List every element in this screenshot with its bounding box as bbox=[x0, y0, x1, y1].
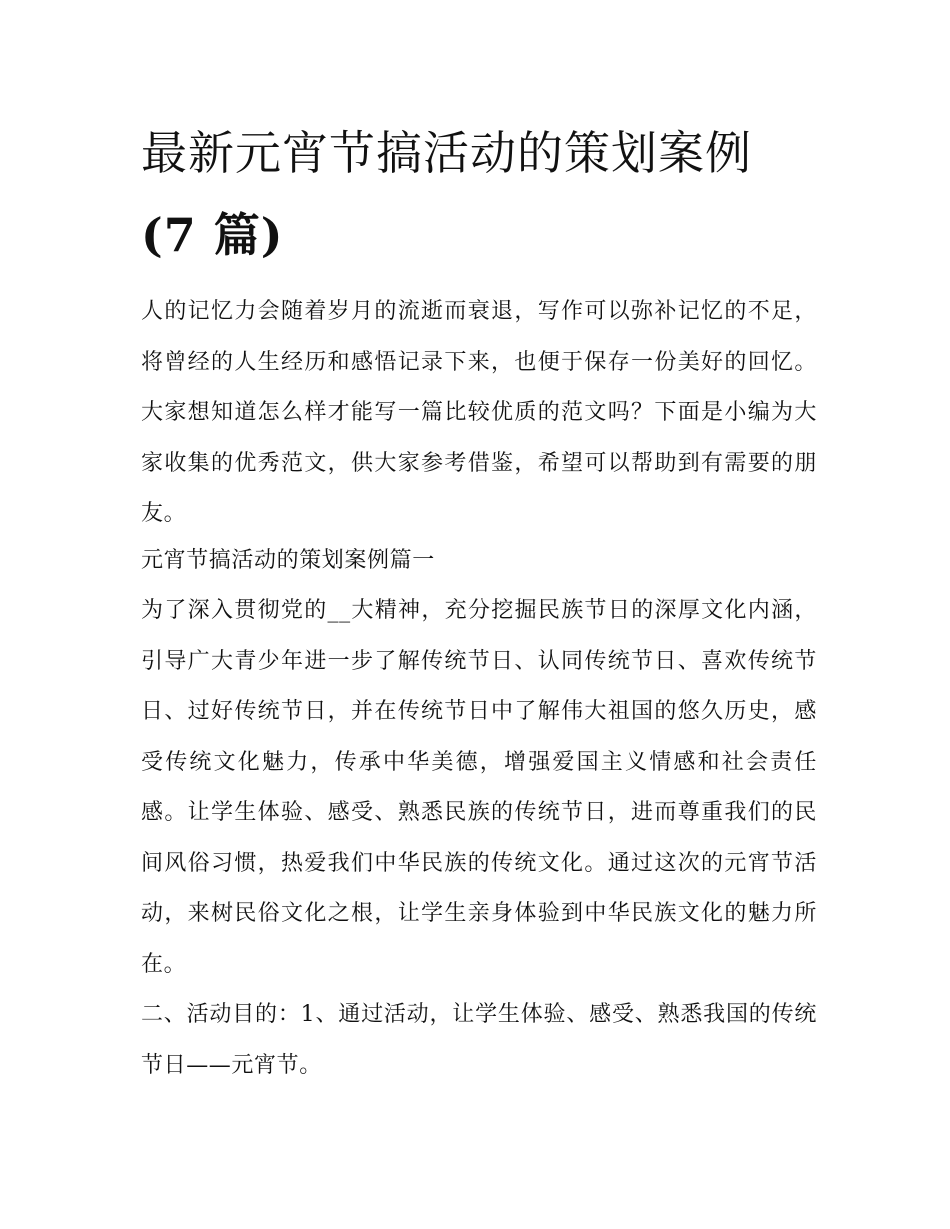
document-title bbox=[141, 112, 817, 276]
intro-paragraph: 人的记忆力会随着岁月的流逝而衰退，写作可以弥补记忆的不足，将曾经的人生经历和感悟记录下来，也便于保存一份美好的回忆。大家想知道怎么样才能写一篇比较优质的范文吗？下面是小编为大家收集的优秀范文，供大家参考借鉴，希望可以帮助到有需要的朋友。 bbox=[141, 299, 817, 526]
title-line-2: (7 篇) bbox=[141, 208, 284, 262]
body-paragraph-1: 为了深入贯彻党的__大精神，充分挖掘民族节日的深厚文化内涵，引导广大青少年进一步了解传统节日、认同传统节日、喜欢传统节日、过好传统节日，并在传统节日中了解伟大祖国的悠久历史，感受传统文化魅力，传承中华美德，增强爱国主义情感和社会责任感。让学生体验、感受、熟悉民族的传统节日，进而尊重我们的民间风俗习惯，热爱我们中华民族的传统文化。通过这次的元宵节活动，来树民俗文化之根，让学生亲身体验到中华民族文化的魅力所在。 bbox=[141, 598, 817, 977]
document-page bbox=[141, 112, 817, 1091]
body-paragraph-2: 二、活动目的：1、通过活动，让学生体验、感受、熟悉我国的传统节日——元宵节。 bbox=[141, 1002, 817, 1078]
title-line-1: 最新元宵节搞活动的策划案例 bbox=[141, 126, 752, 180]
section-heading: 元宵节搞活动的策划案例篇一 bbox=[141, 547, 435, 573]
